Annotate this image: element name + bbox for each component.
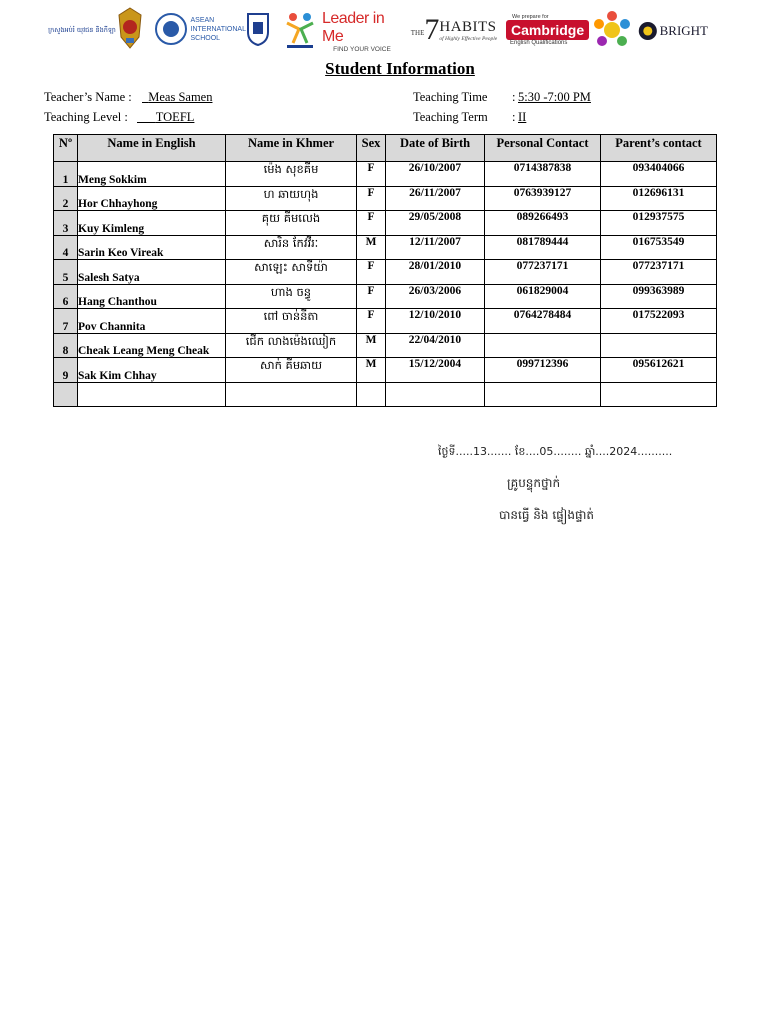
logo-banner [40, 6, 720, 56]
kids-figure-icon [280, 6, 320, 52]
table-header-row [54, 135, 717, 162]
cell-name-english: Pov Channita [78, 309, 226, 334]
leaderinme-subtext: FIND YOUR VOICE [333, 45, 391, 53]
cell-dob: 22/04/2010 [386, 333, 485, 358]
header-personal-contact: Personal Contact [485, 135, 601, 162]
cell-name-english: Meng Sokkim [78, 162, 226, 187]
cell-no: 7 [54, 309, 78, 334]
cell-name-khmer: ពៅ ចាន់នីតា [226, 309, 357, 334]
cell-no: 2 [54, 186, 78, 211]
leaderinme-text: Leader in Me [322, 9, 385, 45]
cell-personal-contact: 081789444 [485, 235, 601, 260]
bright-logo [638, 14, 708, 48]
cell-name-khmer: សាក់ គីមឆាយ [226, 358, 357, 383]
cell-no: 6 [54, 284, 78, 309]
cell-sex: F [357, 162, 386, 187]
table-row [54, 260, 717, 285]
asean-text: ASEAN INTERNATIONAL SCHOOL [190, 16, 246, 42]
cell-sex: F [357, 186, 386, 211]
level-label: Teaching Level : [44, 110, 128, 124]
seven-habits-logo [406, 10, 502, 50]
time-text: 5:30 -7:00 PM [518, 90, 591, 104]
habits-text-group [439, 19, 497, 42]
habits-seven-text: 7 [424, 13, 440, 46]
cell-name-english: Kuy Kimleng [78, 211, 226, 236]
cell-no: 5 [54, 260, 78, 285]
cell-parent-contact: 017522093 [601, 309, 717, 334]
habits-the-text: THE [410, 29, 425, 37]
cell-sex: F [357, 309, 386, 334]
cell-name-english: Hor Chhayhong [78, 186, 226, 211]
cell-sex [357, 382, 386, 407]
cell-personal-contact: 0763939127 [485, 186, 601, 211]
cell-name-khmer: សាឡេះ សាទីយ៉ា [226, 260, 357, 285]
cell-personal-contact [485, 382, 601, 407]
cell-no: 8 [54, 333, 78, 358]
cell-name-khmer: ហ ឆាយហុង [226, 186, 357, 211]
table-row [54, 309, 717, 334]
cell-dob: 28/01/2010 [386, 260, 485, 285]
footer-verified-line: បានធ្វើ និង ផ្ទៀងផ្ទាត់ [499, 508, 594, 522]
cell-parent-contact: 095612621 [601, 358, 717, 383]
cell-dob: 26/03/2006 [386, 284, 485, 309]
cambridge-logo [506, 8, 584, 52]
cell-sex: M [357, 333, 386, 358]
ministry-logo [48, 12, 116, 48]
term-label: Teaching Term [413, 110, 488, 124]
leaderinme-logo [322, 9, 402, 53]
table-row [54, 235, 717, 260]
cell-parent-contact: 012696131 [601, 186, 717, 211]
cell-no: 3 [54, 211, 78, 236]
cell-personal-contact: 099712396 [485, 358, 601, 383]
asean-school-logo [152, 8, 246, 50]
cell-parent-contact: 012937575 [601, 211, 717, 236]
bright-text: BRIGHT [659, 23, 708, 38]
cell-sex: M [357, 235, 386, 260]
footer-teacher-line: គ្រូបន្ទុកថ្នាក់ [507, 476, 561, 490]
table-row [54, 333, 717, 358]
cell-parent-contact: 016753549 [601, 235, 717, 260]
cell-no: 1 [54, 162, 78, 187]
cell-sex: M [357, 358, 386, 383]
header-name-khmer: Name in Khmer [226, 135, 357, 162]
cell-personal-contact [485, 333, 601, 358]
cell-personal-contact: 0714387838 [485, 162, 601, 187]
cell-name-khmer [226, 382, 357, 407]
school-crest-icon [116, 6, 144, 50]
asean-globe-icon [154, 12, 188, 46]
cell-personal-contact: 089266493 [485, 211, 601, 236]
table-row [54, 211, 717, 236]
bright-sun-icon [638, 18, 658, 44]
cell-dob: 26/10/2007 [386, 162, 485, 187]
ministry-text: ក្រសួងអប់រំ យុវជន និងកីឡា [48, 25, 116, 34]
time-value [518, 90, 642, 105]
header-name-english: Name in English [78, 135, 226, 162]
circle-badges-icon [590, 8, 634, 52]
cell-sex: F [357, 211, 386, 236]
cell-parent-contact [601, 382, 717, 407]
table-row [54, 284, 717, 309]
term-colon: : [512, 110, 516, 124]
header-parent-contact: Parent’s contact [601, 135, 717, 162]
cambridge-text: Cambridge [506, 20, 589, 40]
cell-no: 4 [54, 235, 78, 260]
cell-personal-contact: 0764278484 [485, 309, 601, 334]
header-no: Nº [54, 135, 78, 162]
cell-personal-contact: 077237171 [485, 260, 601, 285]
teacher-value [142, 90, 252, 105]
level-value [137, 110, 253, 125]
table-row [54, 186, 717, 211]
cell-dob: 12/10/2010 [386, 309, 485, 334]
term-text: II [518, 110, 527, 124]
table-row [54, 358, 717, 383]
cell-name-khmer: គុយ គីមលេង [226, 211, 357, 236]
cell-parent-contact [601, 333, 717, 358]
cell-name-english: Sarin Keo Vireak [78, 235, 226, 260]
cell-no: 9 [54, 358, 78, 383]
term-value [518, 110, 646, 125]
teacher-label: Teacher’s Name : [44, 90, 132, 104]
time-colon: : [512, 90, 516, 104]
cambridge-top-text: We prepare for [512, 14, 549, 20]
cell-dob: 15/12/2004 [386, 358, 485, 383]
time-label: Teaching Time [413, 90, 488, 104]
level-text: TOEFL [155, 110, 195, 124]
cell-name-khmer: សារិន កែវវីរៈ [226, 235, 357, 260]
table-row [54, 162, 717, 187]
cell-name-khmer: ជើក លាងម៉េងឈៀក [226, 333, 357, 358]
cambridge-subtext: English Qualifications [510, 40, 568, 46]
cell-parent-contact: 077237171 [601, 260, 717, 285]
student-table [53, 134, 717, 407]
header-sex: Sex [357, 135, 386, 162]
shield-logo-icon [244, 8, 272, 50]
cell-dob: 26/11/2007 [386, 186, 485, 211]
cell-name-khmer: ហាង ចន្ធូ [226, 284, 357, 309]
cell-no [54, 382, 78, 407]
cell-parent-contact: 093404066 [601, 162, 717, 187]
habits-text: HABITS [439, 18, 497, 35]
cell-name-english: Hang Chanthou [78, 284, 226, 309]
cell-sex: F [357, 284, 386, 309]
cell-personal-contact: 061829004 [485, 284, 601, 309]
habits-subtext: of Highly Effective People [439, 35, 498, 42]
cell-sex: F [357, 260, 386, 285]
cell-name-english [78, 382, 226, 407]
header-dob: Date of Birth [386, 135, 485, 162]
cell-dob: 12/11/2007 [386, 235, 485, 260]
cell-dob: 29/05/2008 [386, 211, 485, 236]
cell-dob [386, 382, 485, 407]
cell-name-english: Cheak Leang Meng Cheak [78, 333, 226, 358]
footer-date-line: ថ្ងៃទី.....13....... ខែ....05........ ឆ្នាំ....2024.......... [438, 445, 673, 458]
page-title: Student Information [325, 59, 475, 78]
cell-name-english: Sak Kim Chhay [78, 358, 226, 383]
cell-name-english: Salesh Satya [78, 260, 226, 285]
table-row-empty [54, 382, 717, 407]
cell-name-khmer: ម៉េង សុខគីម [226, 162, 357, 187]
teacher-name-text: Meas Samen [148, 90, 213, 104]
cell-parent-contact: 099363989 [601, 284, 717, 309]
